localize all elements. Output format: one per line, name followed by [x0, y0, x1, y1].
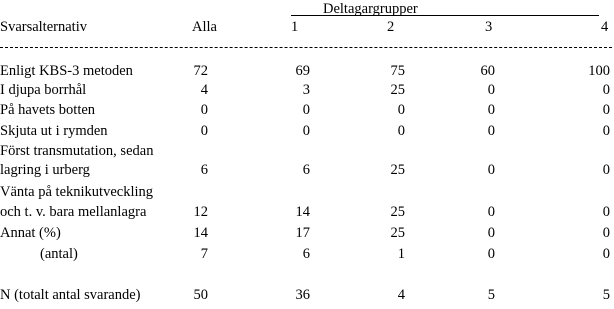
cell-g2: 25: [390, 82, 405, 98]
column-header-g4: 4: [601, 19, 609, 35]
cell-g4: 0: [602, 204, 610, 220]
cell-g3: 0: [487, 162, 495, 178]
cell-g3: 0: [487, 225, 495, 241]
column-header-g1: 1: [291, 19, 299, 35]
cell-g4: 0: [602, 82, 610, 98]
column-header-label: Svarsalternativ: [0, 19, 87, 35]
cell-g1: 6: [302, 162, 310, 178]
cell-g4: 0: [602, 102, 610, 118]
row-label: Enligt KBS-3 metoden: [0, 63, 133, 79]
column-header-g3: 3: [485, 19, 493, 35]
cell-g1: 69: [295, 63, 310, 79]
cell-alla: 50: [193, 287, 208, 303]
cell-g1: 36: [295, 287, 310, 303]
cell-alla: 6: [200, 162, 208, 178]
column-header-alla: Alla: [192, 19, 217, 35]
row-label-line2: och t. v. bara mellanlagra: [0, 204, 147, 220]
cell-g1: 6: [302, 246, 310, 262]
cell-alla: 0: [200, 102, 208, 118]
header-divider: [0, 47, 612, 48]
row-label: (antal): [40, 246, 78, 262]
cell-g1: 0: [302, 102, 310, 118]
cell-alla: 14: [193, 225, 208, 241]
cell-g2: 1: [397, 246, 405, 262]
column-header-g2: 2: [387, 19, 395, 35]
cell-g2: 25: [390, 225, 405, 241]
cell-g4: 0: [602, 162, 610, 178]
cell-g4: 0: [602, 123, 610, 139]
cell-g2: 0: [397, 123, 405, 139]
row-label: Vänta på teknikutveckling: [0, 184, 154, 200]
cell-g3: 0: [487, 82, 495, 98]
cell-g1: 17: [295, 225, 310, 241]
cell-g2: 75: [390, 63, 405, 79]
cell-g3: 0: [487, 102, 495, 118]
row-label: Skjuta ut i rymden: [0, 123, 108, 139]
cell-alla: 12: [193, 204, 208, 220]
row-label-line2: lagring i urberg: [0, 162, 90, 178]
cell-g2: 4: [397, 287, 405, 303]
cell-g2: 25: [390, 204, 405, 220]
cell-g1: 0: [302, 123, 310, 139]
cell-g3: 0: [487, 246, 495, 262]
cell-g2: 25: [390, 162, 405, 178]
cell-g3: 60: [480, 63, 495, 79]
cell-g3: 0: [487, 123, 495, 139]
cell-g3: 5: [487, 287, 495, 303]
cell-g4: 0: [602, 225, 610, 241]
cell-g3: 0: [487, 204, 495, 220]
group-header-underline: [291, 15, 599, 16]
cell-g1: 3: [302, 82, 310, 98]
cell-alla: 0: [200, 123, 208, 139]
row-label-total: N (totalt antal svarande): [0, 287, 141, 303]
cell-g4: 0: [602, 246, 610, 262]
row-label: I djupa borrhål: [0, 82, 87, 98]
row-label: Annat (%): [0, 225, 61, 241]
row-label: Först transmutation, sedan: [0, 143, 154, 159]
cell-g2: 0: [397, 102, 405, 118]
cell-g1: 14: [295, 204, 310, 220]
cell-alla: 4: [200, 82, 208, 98]
cell-alla: 72: [193, 63, 208, 79]
row-label: På havets botten: [0, 102, 96, 118]
group-header: Deltagargrupper: [323, 1, 418, 17]
cell-g4: 100: [588, 63, 610, 79]
cell-alla: 7: [200, 246, 208, 262]
cell-g4: 5: [602, 287, 610, 303]
